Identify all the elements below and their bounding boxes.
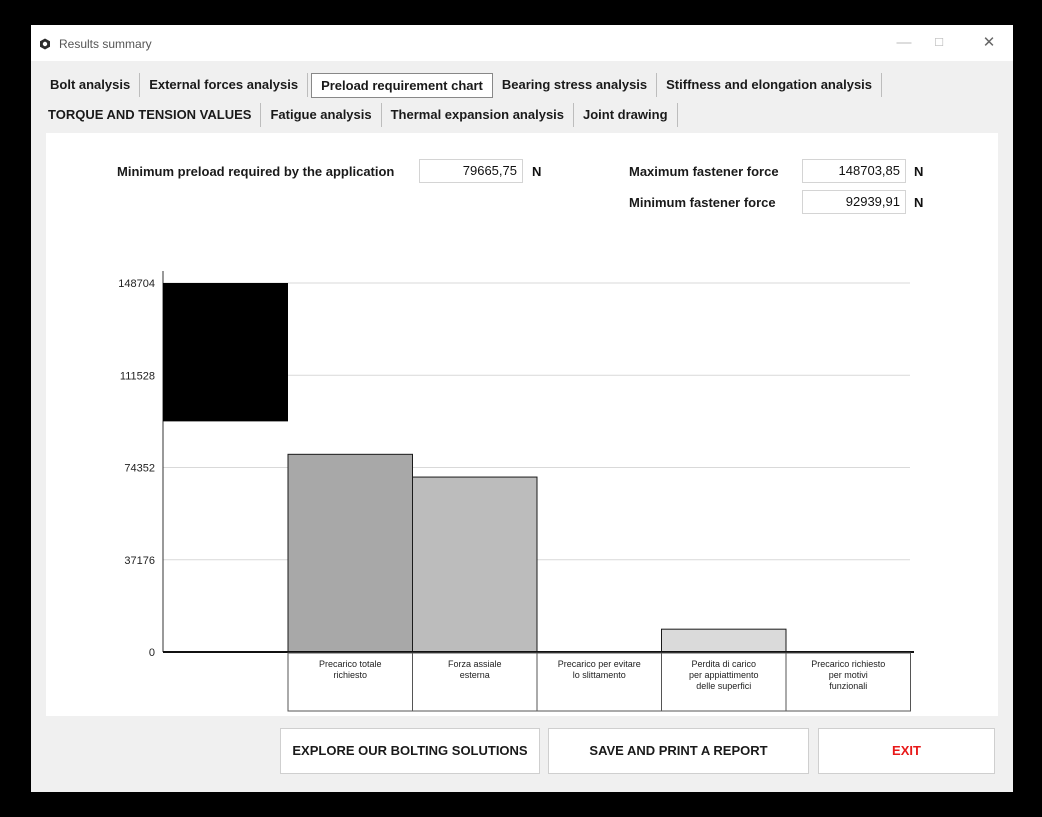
tab-stiffness-elongation-analysis[interactable]: Stiffness and elongation analysis	[657, 73, 882, 97]
minimize-button[interactable]: —	[896, 34, 912, 51]
app-hexagon-icon	[39, 38, 51, 50]
y-tick-label: 111528	[119, 370, 155, 383]
tab-bolt-analysis[interactable]: Bolt analysis	[41, 73, 140, 97]
bar-1	[288, 454, 413, 652]
min-force-unit: N	[914, 195, 924, 210]
x-category-label: Precarico totale	[318, 659, 382, 669]
tab-fatigue-analysis[interactable]: Fatigue analysis	[261, 103, 381, 127]
preload-bar-chart	[46, 133, 998, 716]
tab-joint-drawing[interactable]: Joint drawing	[574, 103, 678, 127]
results-window	[31, 25, 1013, 792]
x-category-label: richiesto	[333, 670, 368, 680]
max-force-label: Maximum fastener force	[629, 164, 779, 179]
tab-thermal-expansion-analysis[interactable]: Thermal expansion analysis	[382, 103, 574, 127]
x-category-label: esterna	[459, 670, 490, 680]
fastener-force-range-bar	[163, 283, 288, 421]
max-force-field[interactable]: 148703,85	[802, 159, 906, 183]
x-category-label: funzionali	[829, 681, 868, 691]
y-tick-label: 0	[148, 647, 155, 659]
explore-bolting-solutions-button[interactable]: EXPLORE OUR BOLTING SOLUTIONS	[280, 728, 540, 774]
tab-preload-requirement-chart[interactable]: Preload requirement chart	[311, 73, 493, 98]
x-category-label: delle superfici	[696, 681, 752, 691]
maximize-button[interactable]: ☐	[934, 37, 944, 49]
preload-chart-panel	[46, 133, 998, 716]
min-force-label: Minimum fastener force	[629, 195, 776, 210]
x-category-label: per motivi	[828, 670, 868, 680]
x-category-label: per appiattimento	[688, 670, 759, 680]
tab-bearing-stress-analysis[interactable]: Bearing stress analysis	[493, 73, 657, 97]
window-title: Results summary	[59, 37, 152, 51]
save-print-report-button[interactable]: SAVE AND PRINT A REPORT	[548, 728, 809, 774]
bar-2	[413, 477, 538, 652]
x-category-label: Forza assiale	[447, 659, 502, 669]
min-force-field[interactable]: 92939,91	[802, 190, 906, 214]
x-category-label: Perdita di carico	[691, 659, 757, 669]
y-tick-label: 37176	[124, 554, 155, 567]
x-category-label: Precarico per evitare	[557, 659, 641, 669]
max-force-unit: N	[914, 164, 924, 179]
min-preload-field[interactable]: 79665,75	[419, 159, 523, 183]
x-category-label: lo slittamento	[572, 670, 626, 680]
y-tick-label: 74352	[124, 462, 155, 475]
min-preload-unit: N	[532, 164, 542, 179]
min-preload-label: Minimum preload required by the application	[117, 164, 395, 179]
title-bar	[31, 25, 1013, 61]
x-category-label: Precarico richiesto	[811, 659, 886, 669]
tab-row-1	[41, 73, 882, 97]
y-tick-label: 148704	[118, 278, 155, 290]
tab-row-2	[41, 103, 678, 127]
close-button[interactable]: ✕	[982, 34, 996, 51]
exit-button[interactable]: EXIT	[818, 728, 995, 774]
tab-torque-tension-values[interactable]: TORQUE AND TENSION VALUES	[41, 103, 261, 127]
tab-external-forces-analysis[interactable]: External forces analysis	[140, 73, 308, 97]
bar-4	[662, 629, 787, 652]
